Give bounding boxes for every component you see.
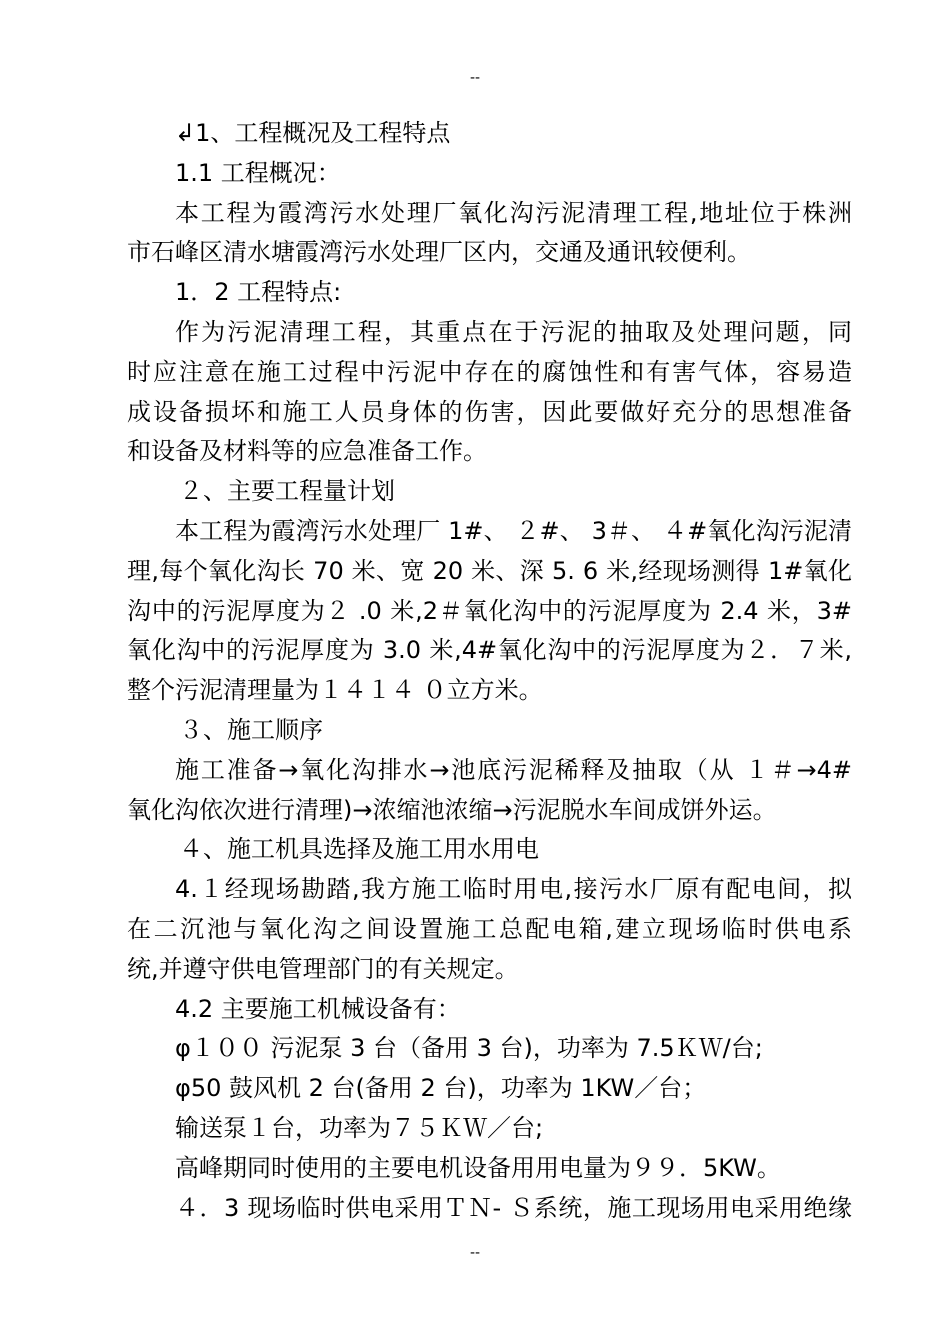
paragraph-line: 氧化沟依次进行清理)→浓缩池浓缩→污泥脱水车间成饼外运。: [127, 795, 777, 824]
paragraph-line: 高峰期同时使用的主要电机设备用用电量为９９．5KW。: [175, 1153, 781, 1182]
heading-1: ↲1、工程概况及工程特点: [175, 119, 451, 147]
heading-4: ４、施工机具选择及施工用水用电: [179, 835, 539, 864]
heading-3: ３、施工顺序: [179, 715, 323, 744]
paragraph-line: 氧化沟中的污泥厚度为 3.0 米,4#氧化沟中的污泥厚度为２．７米,: [127, 636, 852, 665]
subheading-4-2: 4.2 主要施工机械设备有：: [175, 994, 461, 1023]
paragraph-line: 在二沉池与氧化沟之间设置施工总配电箱,建立现场临时供电系: [127, 914, 852, 943]
paragraph-line: 4.１经现场勘踏,我方施工临时用电,接污水厂原有配电间，拟: [175, 875, 852, 904]
paragraph-line: 本工程为霞湾污水处理厂氧化沟污泥清理工程,地址位于株洲: [175, 198, 852, 227]
paragraph-line: 施工准备→氧化沟排水→池底污泥稀释及抽取（从 １＃→4#: [175, 755, 852, 784]
page-marker-top: --: [469, 70, 481, 86]
paragraph-line: 作为污泥清理工程，其重点在于污泥的抽取及处理问题，同: [175, 317, 852, 346]
paragraph-line: 统,并遵守供电管理部门的有关规定。: [127, 954, 519, 983]
equipment-item: 输送泵１台，功率为７５ＫＷ／台;: [175, 1113, 544, 1142]
paragraph-line: 市石峰区清水塘霞湾污水处理厂区内，交通及通讯较便利。: [127, 238, 751, 267]
paragraph-line: 理,每个氧化沟长 70 米、宽 20 米、深 5. 6 米,经现场测得 1#氧化: [127, 556, 852, 585]
subheading-1-2: 1．2 工程特点:: [175, 278, 342, 307]
paragraph-line: 时应注意在施工过程中污泥中存在的腐蚀性和有害气体，容易造: [127, 357, 852, 386]
equipment-item: φ１００ 污泥泵 3 台（备用 3 台)，功率为 7.5ＫＷ/台;: [175, 1034, 763, 1063]
subheading-1-1: 1.1 工程概况：: [175, 158, 341, 187]
page-marker-bottom: --: [469, 1245, 481, 1261]
equipment-item: φ50 鼓风机 2 台(备用 2 台)，功率为 1KW／台；: [175, 1074, 707, 1103]
paragraph-line: 成设备损坏和施工人员身体的伤害，因此要做好充分的思想准备: [127, 397, 852, 426]
paragraph-line: 沟中的污泥厚度为２ .0 米,2＃氧化沟中的污泥厚度为 2.4 米，3#: [127, 596, 852, 625]
heading-2: ２、主要工程量计划: [179, 477, 395, 506]
paragraph-line: 整个污泥清理量为１４１４ ０立方米。: [127, 676, 543, 705]
paragraph-line: 本工程为霞湾污水处理厂 1#、 ２#、 3＃、 ４#氧化沟污泥清: [175, 516, 852, 545]
paragraph-line: 和设备及材料等的应急准备工作。: [127, 437, 487, 466]
subheading-4-3: ４．3 现场临时供电采用ＴＮ- Ｓ系统，施工现场用电采用绝缘: [175, 1193, 852, 1222]
document-body: [127, 114, 852, 1228]
